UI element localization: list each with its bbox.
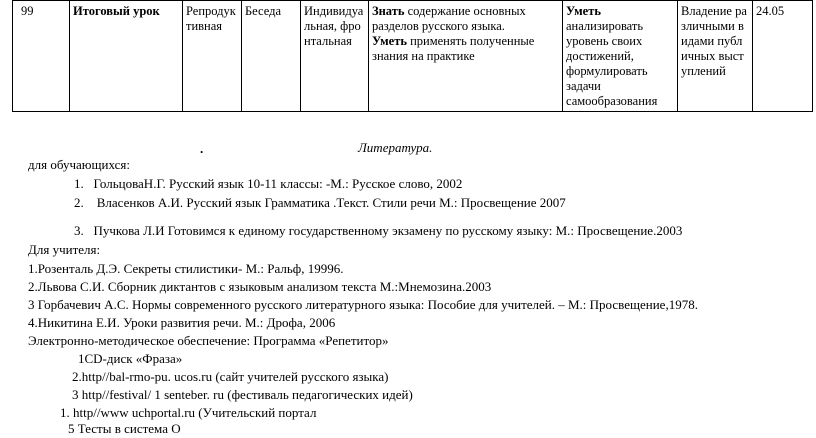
lesson-plan-table [12,0,813,112]
list-item: 1. ГольцоваН.Г. Русский язык 10-11 классы: -М.: Русское слово, 2002 [74,176,463,191]
skill-label: Уметь [566,4,601,18]
lesson-title-cell: Итоговый урок [70,1,183,112]
list-item: 3. Пучкова Л.И Готовимся к единому государственному экзамену по русскому языку: М.: Просвещение.2003 [74,223,683,238]
list-item: 1CD-диск «Фраза» [78,351,183,366]
list-item: 2.http//bal-rmo-pu. ucos.ru (сайт учителей русского языка) [72,369,389,384]
skills-cell [563,1,678,112]
list-item: 1.Розенталь Д.Э. Секреты стилистики- М.: Ральф, 19996. [28,261,344,276]
list-item: 2.Львова С.И. Сборник диктантов с языковым анализом текста М.:Мнемозина.2003 [28,279,492,294]
lesson-number-cell: 99 [13,1,70,112]
can-label: Уметь [372,34,407,48]
table-row [13,1,813,112]
students-heading: для обучающихся: [28,157,130,172]
list-item: 1. http//www uchportal.ru (Учительский портал [60,405,317,420]
method-cell: Репродуктивная [183,1,242,112]
know-label: Знать [372,4,405,18]
list-item: 4.Никитина Е.И. Уроки развития речи. М.: Дрофа, 2006 [28,315,336,330]
requirements-cell [369,1,563,112]
literature-title: Литература. [358,140,433,155]
competence-cell: Владение различными видами публичных выступлений [678,1,753,112]
date-cell: 24.05 [753,1,813,112]
list-item: 2. Власенков А.И. Русский язык Грамматика .Текст. Стили речи М.: Просвещение 2007 [74,195,566,210]
form-cell: Беседа [242,1,301,112]
can-text: применять полученные знания на практике [372,34,535,63]
list-item: 3 Горбачевич А.С. Нормы современного русского литературного языка: Пособие для учителей. – М.: Просвещение,1978. [28,297,698,312]
section-dot: . [200,141,204,156]
list-item: 5 Тесты в система О [68,421,181,436]
list-item: 3 http//festival/ 1 senteber. ru (фестиваль педагогических идей) [72,387,413,402]
skill-text: анализировать уровень своих достижений, формулировать задачи самообразования [566,19,658,108]
know-text: содержание основных разделов русского языка. [372,4,526,33]
work-type-cell: Индивидуальная, фронтальная [301,1,369,112]
teachers-heading: Для учителя: [28,242,101,257]
electronic-heading: Электронно-методическое обеспечение: Программа «Репетитор» [28,333,389,348]
